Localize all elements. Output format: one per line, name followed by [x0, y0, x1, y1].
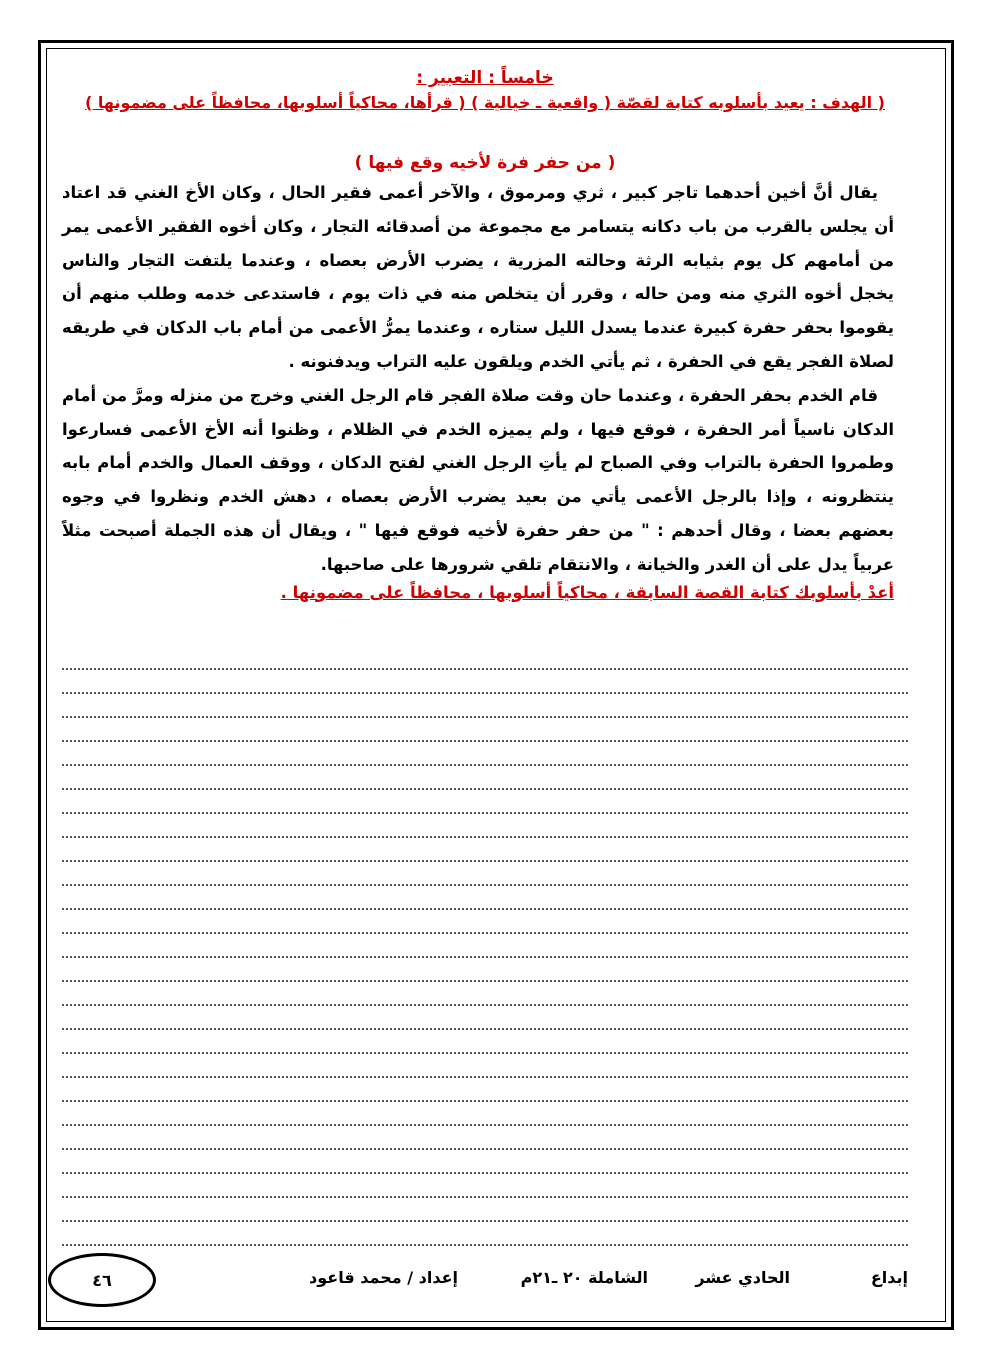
writing-line[interactable]: [62, 1150, 908, 1174]
writing-line[interactable]: [62, 718, 908, 742]
writing-line[interactable]: [62, 934, 908, 958]
writing-area[interactable]: [62, 646, 908, 1246]
story-title: ( من حفر فرة لأخيه وقع فيها ): [354, 153, 616, 173]
writing-line[interactable]: [62, 1126, 908, 1150]
writing-line[interactable]: [62, 1006, 908, 1030]
writing-line[interactable]: [62, 670, 908, 694]
story-paragraph: قام الخدم بحفر الحفرة ، وعندما حان وقت صلاة الفجر قام الرجل الغني وخرج من منزله ومرَّ من أمام الدكان ناسياً أمر الحفرة ، فوقع فيها ، ولم يميزه الخدم في الظلام ، وظنوا أنه الأخ الأعمى فسارعوا وطمروا الحفرة بالتراب وفي الصباح لم يأتِ الرجل الغني لفتح الدكان ، ووقف العمال والخدم أمام بابه ينتظرونه ، وإذا بالرجل الأعمى يأتي من بعيد يضرب الأرض بعصاه ، دهش الخدم ونظروا في وجوه بعضهم بعضا ، وقال أحدهم : " من حفر حفرة لأخيه فوقع فيها " ، ويقال أن هذه الجملة أصبحت مثلاً عربياً يدل على أن الغدر والخيانة ، والانتقام تلقي شرورها على صاحبها.: [62, 385, 894, 574]
footer-edition: الشاملة ٢٠ ـ٢١م: [520, 1268, 648, 1287]
writing-line[interactable]: [62, 910, 908, 934]
goal-statement: ( الهدف : يعيد بأسلوبه كتابة لقصّة ( واقعية ـ خيالية ) ( قرأها، محاكياً أسلوبها، محافظاً على مضمونها ): [84, 93, 885, 112]
footer-author: إعداد / محمد قاعود: [309, 1268, 458, 1287]
story-text: [62, 176, 908, 582]
page-number: ٤٦: [92, 1270, 112, 1290]
writing-line[interactable]: [62, 646, 908, 670]
writing-line[interactable]: [62, 790, 908, 814]
writing-instruction: أعدْ بأسلوبك كتابة القصة السابقة ، محاكياً أسلوبها ، محافظاً على مضمونها .: [280, 582, 894, 602]
writing-line[interactable]: [62, 1078, 908, 1102]
footer-brand: إبداع: [870, 1268, 908, 1287]
writing-line[interactable]: [62, 1198, 908, 1222]
footer-grade: الحادي عشر: [695, 1268, 790, 1287]
writing-line[interactable]: [62, 814, 908, 838]
writing-line[interactable]: [62, 982, 908, 1006]
page-number-oval: [48, 1253, 156, 1307]
worksheet-content: [62, 66, 908, 608]
writing-line[interactable]: [62, 766, 908, 790]
writing-line[interactable]: [62, 1222, 908, 1246]
writing-line[interactable]: [62, 1174, 908, 1198]
writing-line[interactable]: [62, 1054, 908, 1078]
writing-line[interactable]: [62, 838, 908, 862]
story-paragraph: يقال أنَّ أخين أحدهما تاجر كبير ، ثري ومرموق ، والآخر أعمى فقير الحال ، وكان الأخ الغني قد اعتاد أن يجلس بالقرب من باب دكانه يتسامر مع مجموعة من أصدقائه التجار ، وكان أخوه الفقير الأعمى يمر من أمامهم كل يوم بثيابه الرثة وحالته المزرية ، يضرب الأرض بعصاه ، وعندما يلتفت التجار والناس يخجل أخوه الثري منه ومن حاله ، وقرر أن يتخلص منه في ذات يوم ، فاستدعى خدمه وطلب منهم أن يقوموا بحفر حفرة كبيرة عندما يسدل الليل ستاره ، وعندما يمرُّ الأعمى من أمام باب الدكان في طريقه لصلاة الفجر يقع في الحفرة ، ثم يأتي الخدم ويلقون عليه التراب ويدفنونه .: [62, 183, 894, 371]
writing-line[interactable]: [62, 1030, 908, 1054]
writing-line[interactable]: [62, 886, 908, 910]
writing-line[interactable]: [62, 862, 908, 886]
section-title: خامساً : التعبير :: [416, 68, 554, 88]
writing-line[interactable]: [62, 742, 908, 766]
writing-line[interactable]: [62, 1102, 908, 1126]
writing-line[interactable]: [62, 958, 908, 982]
writing-line[interactable]: [62, 694, 908, 718]
